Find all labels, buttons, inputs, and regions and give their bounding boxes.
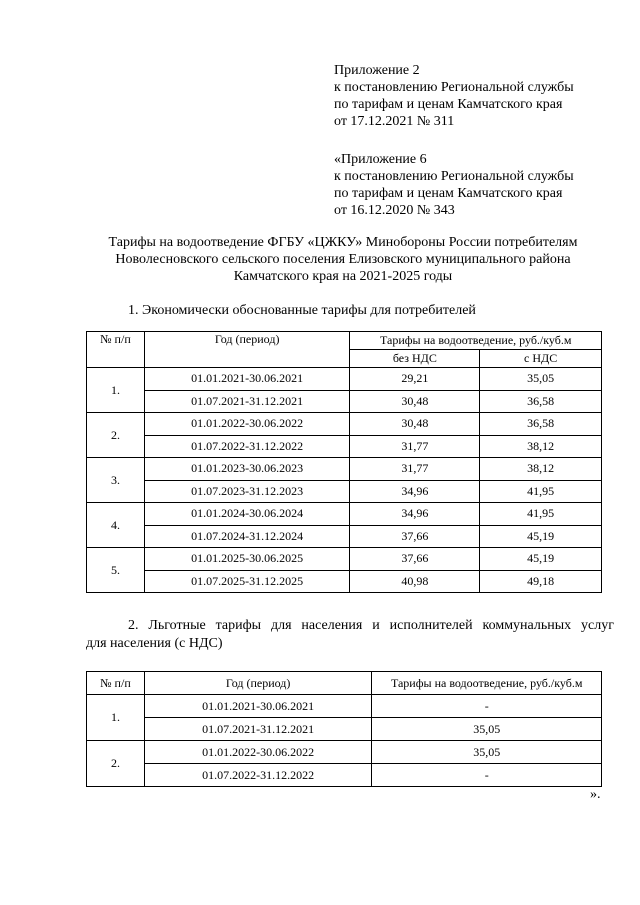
period-cell: 01.01.2025-30.06.2025 (144, 548, 350, 571)
row-number: 4. (87, 503, 145, 548)
header-period: Год (период) (144, 672, 372, 695)
period-cell: 01.07.2021-31.12.2021 (144, 390, 350, 413)
period-cell: 01.01.2024-30.06.2024 (144, 503, 350, 526)
appendix-line: по тарифам и ценам Камчатского края (334, 97, 563, 112)
tariff-with-vat: 36,58 (480, 390, 602, 413)
period-cell: 01.07.2022-31.12.2022 (144, 764, 372, 787)
row-number: 2. (87, 413, 145, 458)
appendix-line: к постановлению Региональной службы (334, 80, 574, 95)
table-row (87, 570, 602, 593)
title-line: Камчатского края на 2021-2025 годы (233, 269, 453, 284)
table-row (87, 741, 602, 764)
tariff-with-vat: 38,12 (480, 458, 602, 481)
tariff-with-vat: 45,19 (480, 548, 602, 571)
period-cell: 01.07.2025-31.12.2025 (144, 570, 350, 593)
table-row (87, 548, 602, 571)
row-number: 1. (87, 695, 145, 741)
section-2-heading-line: для населения (с НДС) (86, 636, 223, 651)
tariff-value: - (372, 695, 602, 718)
period-cell: 01.01.2022-30.06.2022 (144, 741, 372, 764)
tariff-without-vat: 40,98 (350, 570, 480, 593)
tariff-without-vat: 31,77 (350, 435, 480, 458)
header-tariffs: Тарифы на водоотведение, руб./куб.м (350, 332, 602, 350)
tariff-with-vat: 45,19 (480, 525, 602, 548)
tariff-value: 35,05 (372, 741, 602, 764)
appendix-line: к постановлению Региональной службы (334, 169, 574, 184)
tariff-without-vat: 29,21 (350, 368, 480, 391)
period-cell: 01.07.2023-31.12.2023 (144, 480, 350, 503)
table-row (87, 718, 602, 741)
table-row (87, 413, 602, 436)
closing-quote: ». (590, 787, 601, 802)
table-row (87, 435, 602, 458)
period-cell: 01.01.2021-30.06.2021 (144, 368, 350, 391)
table-row (87, 390, 602, 413)
header-num: № п/п (87, 332, 145, 368)
preferential-tariffs-table (86, 671, 602, 787)
appendix-previous (334, 151, 624, 219)
header-period: Год (период) (144, 332, 350, 368)
row-number: 1. (87, 368, 145, 413)
table-row (87, 503, 602, 526)
appendix-line: Приложение 2 (334, 63, 420, 78)
appendix-line: «Приложение 6 (334, 152, 427, 167)
period-cell: 01.01.2023-30.06.2023 (144, 458, 350, 481)
tariff-without-vat: 31,77 (350, 458, 480, 481)
title-line: Тарифы на водоотведение ФГБУ «ЦЖКУ» Минобороны России потребителям (108, 235, 578, 250)
header-without-vat: без НДС (350, 350, 480, 368)
period-cell: 01.07.2024-31.12.2024 (144, 525, 350, 548)
tariff-with-vat: 49,18 (480, 570, 602, 593)
tariff-without-vat: 37,66 (350, 525, 480, 548)
tariff-without-vat: 30,48 (350, 390, 480, 413)
section-1-heading: 1. Экономически обоснованные тарифы для потребителей (128, 303, 476, 318)
appendix-current (334, 62, 624, 130)
tariff-with-vat: 38,12 (480, 435, 602, 458)
period-cell: 01.01.2021-30.06.2021 (144, 695, 372, 718)
header-with-vat: с НДС (480, 350, 602, 368)
table-row (87, 695, 602, 718)
document-title (70, 234, 616, 285)
tariff-with-vat: 35,05 (480, 368, 602, 391)
tariff-value: - (372, 764, 602, 787)
period-cell: 01.07.2022-31.12.2022 (144, 435, 350, 458)
section-2-heading-line: 2. Льготные тарифы для населения и исполнителей коммунальных услуг (128, 618, 614, 633)
table-row (87, 458, 602, 481)
appendix-line: от 16.12.2020 № 343 (334, 203, 455, 218)
header-num: № п/п (87, 672, 145, 695)
section-2-heading (86, 617, 614, 653)
table-row (87, 764, 602, 787)
table-row (87, 480, 602, 503)
row-number: 5. (87, 548, 145, 593)
tariff-without-vat: 37,66 (350, 548, 480, 571)
tariff-with-vat: 36,58 (480, 413, 602, 436)
row-number: 2. (87, 741, 145, 787)
table-row (87, 525, 602, 548)
tariff-value: 35,05 (372, 718, 602, 741)
period-cell: 01.01.2022-30.06.2022 (144, 413, 350, 436)
table-row (87, 368, 602, 391)
appendix-line: от 17.12.2021 № 311 (334, 114, 455, 129)
header-tariffs: Тарифы на водоотведение, руб./куб.м (372, 672, 602, 695)
period-cell: 01.07.2021-31.12.2021 (144, 718, 372, 741)
tariff-without-vat: 34,96 (350, 480, 480, 503)
tariff-without-vat: 30,48 (350, 413, 480, 436)
economic-tariffs-table (86, 331, 602, 593)
title-line: Новолесновского сельского поселения Елизовского муниципального района (115, 252, 571, 267)
tariff-without-vat: 34,96 (350, 503, 480, 526)
tariff-with-vat: 41,95 (480, 480, 602, 503)
row-number: 3. (87, 458, 145, 503)
appendix-line: по тарифам и ценам Камчатского края (334, 186, 563, 201)
tariff-with-vat: 41,95 (480, 503, 602, 526)
